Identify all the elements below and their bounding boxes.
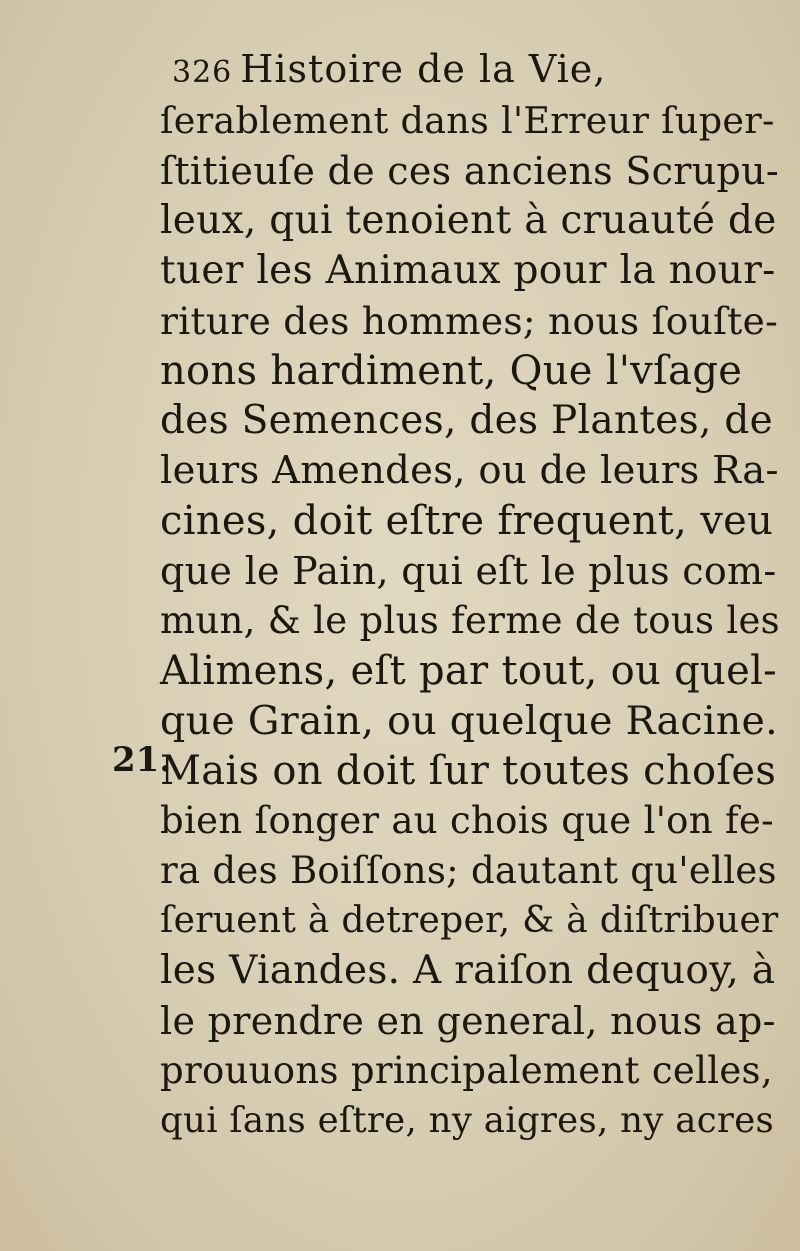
text-line: Mais on doit ſur toutes choſes — [160, 748, 777, 794]
text-line: ſerablement dans l'Erreur ſuper- — [160, 99, 775, 142]
text-line: mun, & le plus ferme de tous les — [160, 599, 780, 642]
text-line: que le Pain, qui eſt le plus com- — [160, 549, 777, 593]
text-line: que Grain, ou quelque Racine. — [160, 698, 779, 744]
text-line: ſeruent à detreper, & à diſtribuer — [160, 900, 779, 941]
page-number: 326 — [172, 55, 233, 90]
text-line: cines, doit eſtre frequent, veu — [160, 498, 774, 544]
text-line: leux, qui tenoient à cruauté de — [160, 198, 777, 243]
text-line: Alimens, eſt par tout, ou quel- — [160, 648, 777, 694]
running-header — [172, 42, 772, 96]
text-line: prouuons principalement celles, — [160, 1049, 773, 1092]
text-line: bien ſonger au chois que l'on fe- — [160, 799, 774, 842]
text-line: des Semences, des Plantes, de — [160, 398, 774, 443]
text-line: qui ſans eſtre, ny aigres, ny acres — [160, 1100, 775, 1141]
text-line: riture des hommes; nous ſouſte- — [160, 299, 779, 343]
text-line: ſtitieuſe de ces anciens Scrupu- — [160, 149, 780, 193]
text-line: nons hardiment, Que l'vſage — [160, 348, 743, 394]
paragraph-number: 21. — [112, 740, 172, 780]
text-line: tuer les Animaux pour la nour- — [160, 248, 776, 293]
running-title: Histoire de la Vie, — [240, 47, 607, 91]
text-line: ra des Boiſſons; dautant qu'elles — [160, 849, 777, 892]
text-line: le prendre en general, nous ap- — [160, 999, 776, 1043]
text-line: leurs Amendes, ou de leurs Ra- — [160, 448, 779, 493]
text-line: les Viandes. A raiſon dequoy, à — [160, 948, 776, 993]
